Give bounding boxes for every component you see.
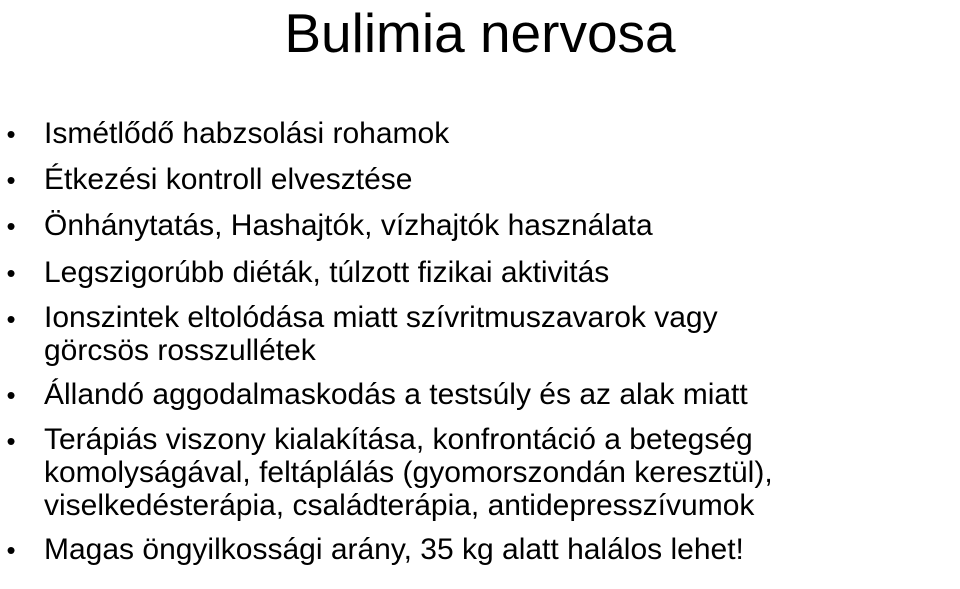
- bullet-dot-icon: •: [6, 379, 16, 410]
- bullet-item-7: [0, 423, 960, 522]
- bullet-line: Önhánytatás, Hashajtók, vízhajtók használata: [44, 209, 653, 243]
- bullet-dot-icon: •: [6, 211, 16, 242]
- bullet-dot-icon: •: [6, 303, 16, 334]
- bullet-dot-icon: •: [6, 426, 16, 457]
- bullet-line: Ionszintek eltolódása miatt szívritmuszavarok vagy: [44, 300, 718, 334]
- bullet-item-3: [0, 208, 960, 244]
- bullet-text: [44, 116, 960, 152]
- bullet-text: [44, 255, 960, 291]
- bullet-line: Magas öngyilkossági arány, 35 kg alatt halálos lehet!: [44, 533, 744, 567]
- bullet-item-5: [0, 301, 960, 367]
- bullet-dot-icon: •: [6, 257, 16, 288]
- bullet-line: Ismétlődő habzsolási rohamok: [44, 117, 450, 150]
- bullet-line: görcsös rosszullétek: [44, 333, 316, 367]
- bullet-dot-icon: •: [6, 165, 16, 196]
- bullet-dot-icon: •: [6, 119, 16, 149]
- bullet-text: [44, 377, 960, 413]
- slide-title: Bulimia nervosa: [284, 2, 676, 64]
- bullet-text: [44, 301, 960, 367]
- bullet-item-1: [0, 116, 960, 152]
- bullet-text: [44, 423, 960, 522]
- bullet-item-6: [0, 377, 960, 413]
- bullet-line: Étkezési kontroll elvesztése: [44, 163, 413, 197]
- bullet-line: komolyságával, feltáplálás (gyomorszondán keresztül),: [44, 456, 773, 490]
- bullet-text: [44, 162, 960, 198]
- bullet-item-2: [0, 162, 960, 198]
- bullet-line: viselkedésterápia, családterápia, antidepresszívumok: [44, 489, 755, 523]
- bullet-item-4: [0, 255, 960, 291]
- bullet-list: [0, 116, 960, 568]
- bullet-text: [44, 532, 960, 568]
- bullet-line: Állandó aggodalmaskodás a testsúly és az alak miatt: [44, 377, 748, 411]
- bullet-line: Terápiás viszony kialakítása, konfrontáció a betegség: [44, 423, 753, 457]
- bullet-text: [44, 208, 960, 244]
- bullet-line: Legszigorúbb diéták, túlzott fizikai aktivitás: [44, 255, 610, 289]
- bullet-dot-icon: •: [6, 535, 16, 566]
- bullet-item-8: [0, 532, 960, 568]
